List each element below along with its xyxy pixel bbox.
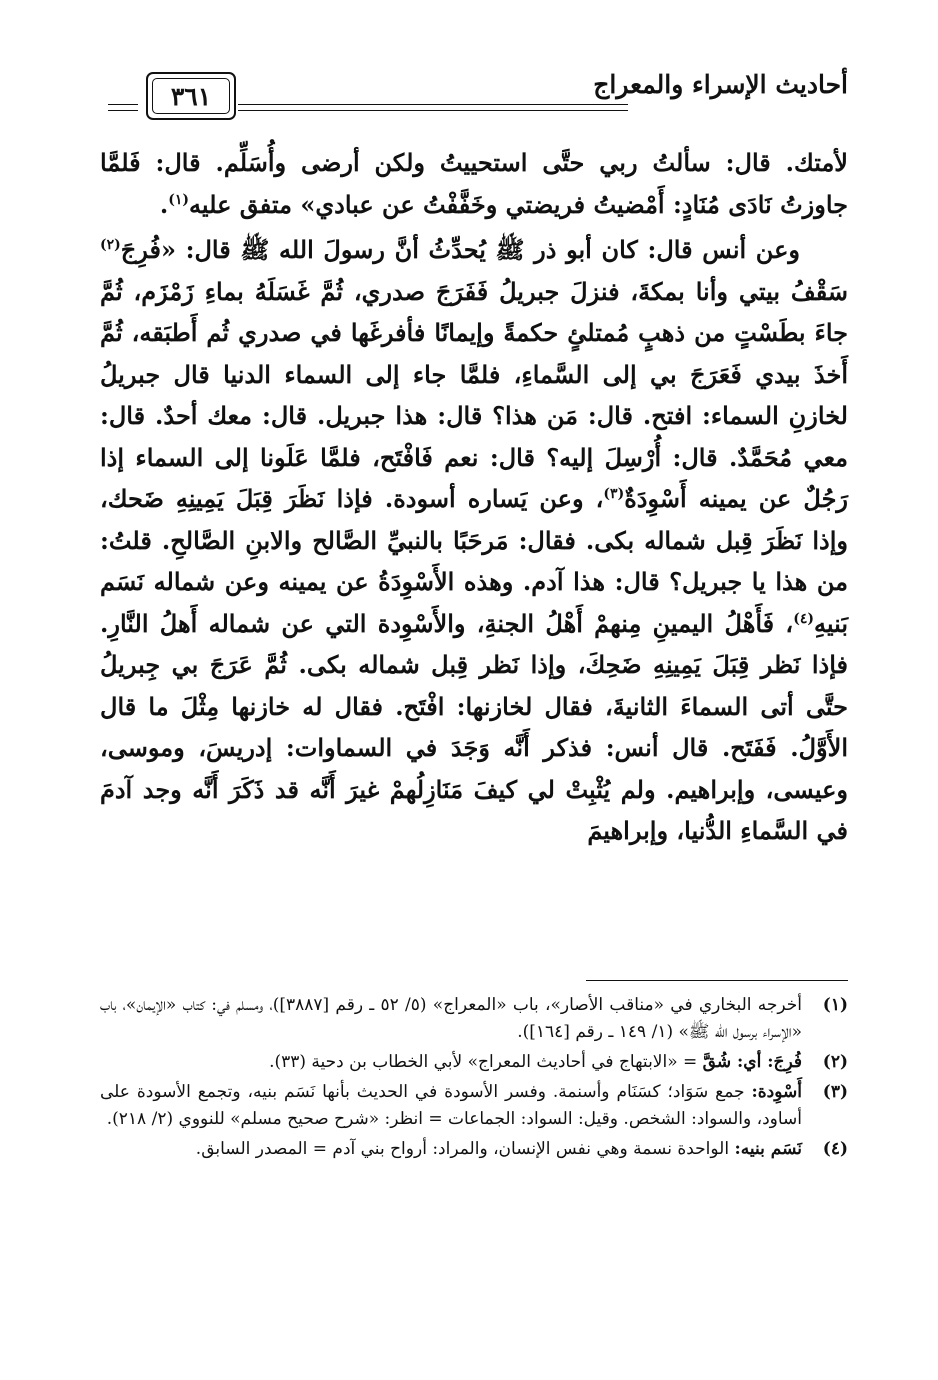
paragraph-text: سَقْفُ بيتي وأنا بمكةَ، فنزلَ جبريلُ فَفَرَجَ صدري، ثُمَّ غَسَلَهُ بماءِ زَمْزَم، ثُمَّ جاءَ بطَسْتٍ من ذهبٍ مُمتلئٍ حكمةً وإيمانًا فأفرغَها في صدري ثُم أَطبَقه، ثُمَّ أَخذَ بيدي فَعَرَجَ بي إلى السَّماءِ، فلمَّا جاء إلى السماء الدنيا قال جبريلُ لخازنِ السماء: افتح. قال: مَن هذا؟ قال: هذا جبريل. قال: معك أحدٌ. قال: معي مُحَمَّدٌ. قال: أُرْسِلَ إليه؟ قال: نعم فَافْتَح، فلمَّا عَلَونا إلى السماء إذا رَجُلٌ عن يمينه أَسْوِدَةٌ: [100, 276, 848, 513]
page-header: [108, 66, 848, 128]
footnote-3: [100, 1079, 848, 1133]
paragraph-1: [100, 142, 848, 225]
footnote-ref-3: (٣): [603, 486, 625, 502]
footnote-text-body: = «الابتهاج في أحاديث المعراج» لأبي الخطاب بن دحية (٣٣).: [269, 1052, 703, 1072]
footnote-headword: فُرِجَ: أي: شُقَّ: [702, 1052, 802, 1072]
page-number: ٣٦١: [152, 78, 230, 114]
footnote-separator: [586, 980, 848, 981]
paragraph-text: ، فَأَهْلُ اليمينِ مِنهمْ أَهْلُ الجنةِ، والأَسْوِدة التي عن شماله أَهلُ النَّارِ. فإذا نَظر قِبَلَ يَمِينِهِ ضَحِكَ، وإذا نَظر قِبل شماله بكى. ثُمَّ عَرَجَ بي جِبريلُ حتَّى أتى السماءَ الثانيةَ، فقال لخازنها: افْتَح. فقال له خازنها مِثْلَ ما قال الأَوَّلُ. فَفَتَح. قال أنس: فذكر أَنَّه وَجَدَ في السماوات: إدريسَ، وموسى، وعيسى، وإبراهيم. ولم يُثْبِتْ لي كيفَ مَنَازِلُهمْ غيرَ أَنَّه قد ذَكَرَ أَنَّه وجد آدمَ في السَّماءِ الدُّنيا، وإبراهيمَ: [100, 608, 848, 845]
footnote-text-body: الواحدة نسمة وهي نفس الإنسان، والمراد: أرواح بني آدم = المصدر السابق.: [195, 1139, 735, 1159]
header-rule: [238, 104, 628, 111]
main-text: [100, 142, 848, 852]
footnote-headword: نَسَم بنيه:: [734, 1139, 802, 1159]
footnotes: [100, 992, 848, 1166]
footnote-4: [100, 1136, 848, 1163]
sentence-end: .: [159, 189, 169, 219]
footnote-text-body: أخرجه البخاري في «مناقب الأصار»، باب «المعراج» (٥/ ٥٢ ـ رقم [٣٨٨٧])، ومسلم في: كتاب «الإيمان»، باب «الإسراء برسول الله ﷺ» (١/ ١٤٩ ـ رقم [١٦٤]).: [100, 995, 802, 1042]
header-rule-left: [108, 104, 138, 111]
footnote-headword: أَسْوِدة:: [751, 1082, 802, 1102]
paragraph-2: [100, 229, 848, 852]
footnote-ref-2: (٢): [100, 237, 121, 253]
paragraph-text: ، وعن يَساره أسودة. فإذا نَظَرَ قِبَلَ يَمِينِهِ ضَحك، وإذا نَظَرَ قِبل شماله بكى. فقال: مَرحَبًا بالنبيِّ الصَّالح والابنِ الصَّالحِ. قلتُ: من هذا يا جبريل؟ قال: هذا آدم. وهذه الأَسْوِدَةُ عن يمينه وعن شماله نَسَم بَنيهِ: [100, 484, 848, 638]
page-number-frame: [146, 72, 236, 120]
footnote-number: (٣): [822, 1082, 848, 1102]
running-title: أحاديث الإسراء والمعراج: [593, 70, 848, 99]
footnote-number: (٤): [822, 1139, 848, 1159]
footnote-number: (٢): [822, 1052, 848, 1072]
footnote-2: [100, 1049, 848, 1076]
footnote-ref-4: (٤): [793, 610, 814, 627]
footnote-number: (١): [822, 995, 848, 1015]
footnote-text-body: جمع سَوَاد؛ كسَنَام وأسنمة. وفسر الأسودة في الحديث بأنها نَسَم بنيه، وتجمع الأسودة على أساود، والسواد: الشخص. وقيل: السواد: الجماعات = انظر: «شرح صحيح مسلم» للنووي (٢/ ٢١٨).: [100, 1082, 802, 1129]
footnote-text: [100, 1136, 802, 1163]
paragraph-text: لأمتك. قال: سألتُ ربي حتَّى استحييتُ ولكن أرضى وأُسَلِّم. قال: فَلمَّا جاوزتُ نَادَى مُنَادٍ: أَمْضيتُ فريضتي وخَفَّفْتُ عن عبادي» متفق عليه: [100, 148, 848, 219]
footnote-ref-1: (١): [168, 191, 190, 208]
paragraph-text: وعن أنس قال: كان أبو ذر ﷺ يُحدِّثُ أنَّ رسولَ الله ﷺ قال: «فُرِجَ: [120, 235, 800, 264]
footnote-text: [100, 992, 802, 1046]
footnote-text: [100, 1049, 802, 1076]
footnote-text: [100, 1079, 802, 1133]
footnote-1: [100, 992, 848, 1046]
